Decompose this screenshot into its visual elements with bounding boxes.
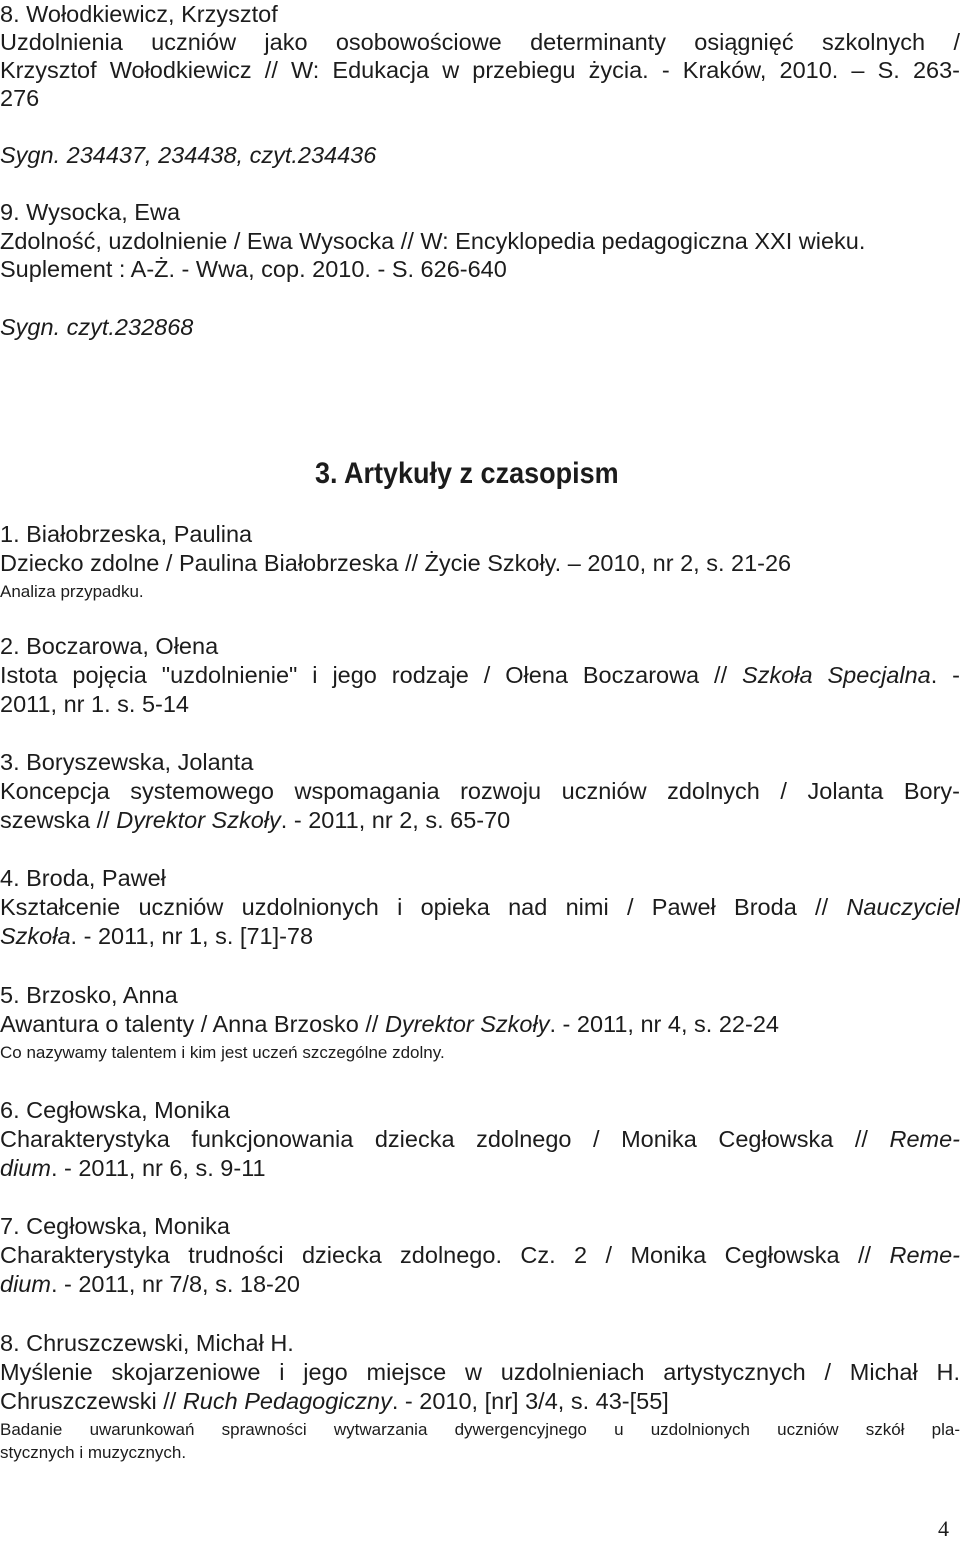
entry-heading: 8. Wołodkiewicz, Krzysztof [0,1,278,27]
article-text: . - [930,662,960,688]
article-heading: 1. Białobrzeska, Paulina [0,521,253,547]
article-text: . - 2011, nr 6, s. 9-11 [50,1155,266,1181]
article-text: szewska // [0,807,117,833]
article-line [0,661,960,689]
journal-title: Reme- [889,1126,960,1152]
article-text: . - 2011, nr 2, s. 65-70 [280,807,511,833]
article-heading: 2. Boczarowa, Ołena [0,633,219,659]
entry-line: Zdolność, uzdolnienie / Ewa Wysocka // W: Encyklopedia pedagogiczna XXI wieku. [0,228,866,254]
entry-line: Krzysztof Wołodkiewicz // W: Edukacja w przebiegu życia. - Kraków, 2010. – S. 263- [0,57,960,83]
article-text: . - 2011, nr 7/8, s. 18-20 [50,1271,301,1297]
article-line: Koncepcja systemowego wspomagania rozwoju uczniów zdolnych / Jolanta Bory- [0,778,960,804]
journal-title: Dyrektor Szkoły [384,1011,550,1037]
article-line [0,893,960,921]
entry-line: Uzdolnienia uczniów jako osobowościowe determinanty osiągnięć szkolnych / [0,29,960,55]
article-line [0,922,960,950]
article-line: Dziecko zdolne / Paulina Białobrzeska // Życie Szkoły. – 2010, nr 2, s. 21-26 [0,550,792,576]
journal-title: dium [0,1271,51,1297]
article-text: . - 2011, nr 1, s. [71]-78 [70,923,314,949]
article-note: Badanie uwarunkowań sprawności wytwarzania dywergencyjnego u uzdolnionych uczniów szkół pla- [0,1420,960,1439]
article-text: Chruszczewski // [0,1388,183,1414]
article-heading: 7. Cegłowska, Monika [0,1213,230,1239]
article-line [0,1154,960,1182]
article-text: Awantura o talenty / Anna Brzosko // [0,1011,385,1037]
article-heading: 6. Cegłowska, Monika [0,1097,230,1123]
article-heading: 3. Boryszewska, Jolanta [0,749,254,775]
journal-title: Szkoła [0,923,71,949]
article-note: Co nazywamy talentem i kim jest uczeń szczególne zdolny. [0,1043,445,1062]
section-heading: 3. Artykuły z czasopism [315,457,619,490]
journal-title: Dyrektor Szkoły [116,807,281,833]
journal-title: dium [0,1155,51,1181]
signature-line: Sygn. 234437, 234438, czyt.234436 [0,142,377,168]
journal-title: Reme- [889,1242,960,1268]
article-text: Istota pojęcia "uzdolnienie" i jego rodzaje / Ołena Boczarowa // [0,662,743,688]
page-number: 4 [938,1516,949,1541]
article-text: . - 2011, nr 4, s. 22-24 [549,1011,779,1037]
entry-line: 276 [0,85,40,111]
article-note: stycznych i muzycznych. [0,1443,187,1462]
article-heading: 5. Brzosko, Anna [0,982,178,1008]
article-heading: 4. Broda, Paweł [0,865,166,891]
article-line: 2011, nr 1. s. 5-14 [0,691,189,717]
entry-heading: 9. Wysocka, Ewa [0,199,181,225]
article-line [0,1125,960,1153]
article-text: Charakterystyka funkcjonowania dziecka zdolnego / Monika Cegłowska // [0,1126,890,1152]
article-text: Charakterystyka trudności dziecka zdolnego. Cz. 2 / Monika Cegłowska // [0,1242,890,1268]
article-line [0,1270,960,1298]
article-line [0,1010,960,1038]
journal-title: Ruch Pedagogiczny [182,1388,392,1414]
article-note: Analiza przypadku. [0,582,144,601]
journal-title: Nauczyciel [846,894,960,920]
article-text: . - 2010, [nr] 3/4, s. 43-[55] [391,1388,669,1414]
article-line [0,1241,960,1269]
article-heading: 8. Chruszczewski, Michał H. [0,1330,294,1356]
article-line [0,806,960,834]
entry-line: Suplement : A-Ż. - Wwa, cop. 2010. - S. 626-640 [0,256,507,282]
signature-line: Sygn. czyt.232868 [0,314,194,340]
article-text: Kształcenie uczniów uzdolnionych i opieka nad nimi / Paweł Broda // [0,894,847,920]
article-line: Myślenie skojarzeniowe i jego miejsce w uzdolnieniach artystycznych / Michał H. [0,1359,960,1385]
article-line [0,1387,960,1415]
journal-title: Szkoła Specjalna [742,662,931,688]
